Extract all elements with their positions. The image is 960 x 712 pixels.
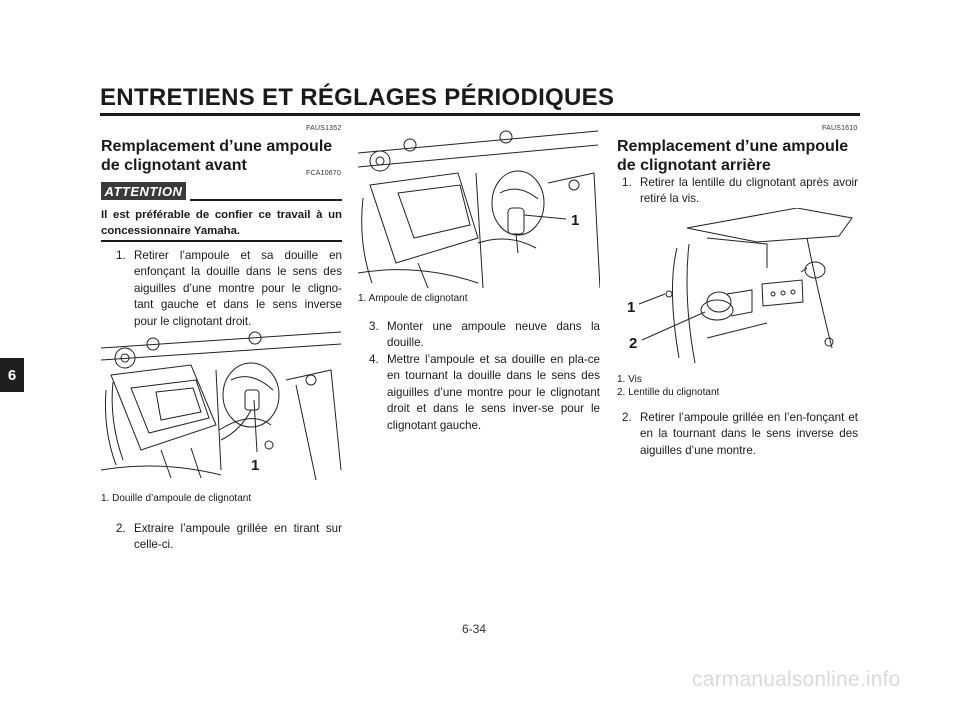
figure-caption: 1. Ampoule de clignotant — [358, 293, 468, 304]
chapter-tab: 6 — [0, 358, 24, 392]
warning-rule — [190, 199, 342, 201]
warning-text: Il est préférable de confier ce travail à un concessionnaire Yamaha. — [101, 209, 342, 237]
section-title-line: Remplacement d’une ampoule — [617, 138, 849, 155]
step-item — [369, 352, 600, 434]
figure-callout: 2 — [629, 335, 638, 352]
warning-rule — [101, 240, 342, 242]
section-title-line: Remplacement d’une ampoule — [101, 138, 333, 155]
step-number: 2. — [116, 522, 126, 535]
step-text: Retirer la lentille du clignotant après avoir retiré la vis. — [640, 176, 858, 206]
figure-callout: 1 — [251, 457, 260, 474]
figure-caption-line: 1. Vis — [617, 374, 642, 385]
warning-label: ATTENTION — [101, 182, 186, 200]
figure-front-bulb — [358, 123, 600, 288]
section-title-line: de clignotant arrière — [617, 157, 771, 174]
step-item — [369, 319, 600, 352]
section-title-line: de clignotant avant — [101, 157, 247, 174]
step-item — [622, 410, 858, 459]
step-number: 3. — [369, 320, 379, 333]
figure-rear-indicator — [617, 208, 860, 368]
step-text: Retirer l’ampoule et sa douille en enfonçant la douille dans le sens des aiguilles d’une montre pour le cligno-tant gauche et dans le sens inverse pour le clignotant droit. — [134, 249, 342, 328]
step-text: Extraire l’ampoule grillée en tirant sur celle-ci. — [134, 522, 342, 552]
figure-caption-line: 2. Lentille du clignotant — [617, 386, 720, 398]
reference-code: FCA10670 — [306, 170, 342, 177]
figure-caption — [617, 374, 719, 399]
step-item — [622, 175, 858, 208]
watermark: carmanualsonline.info — [692, 668, 901, 691]
header-rule — [100, 113, 860, 116]
step-number: 1. — [116, 249, 126, 262]
figure-callout: 1 — [571, 212, 580, 229]
step-number: 2. — [622, 411, 632, 424]
step-number: 1. — [622, 176, 632, 189]
step-text: Mettre l’ampoule et sa douille en pla-ce en tournant la douille dans le sens des aiguilles d’une montre pour le clignotant droit et dans le sens inver-se pour le clignotant gauche. — [387, 353, 600, 432]
step-text: Retirer l’ampoule grillée en l’en-fonçant et en la tournant dans le sens inverse des aiguilles d’une montre. — [640, 411, 858, 457]
page-header: ENTRETIENS ET RÉGLAGES PÉRIODIQUES — [100, 84, 615, 111]
step-item — [116, 521, 342, 554]
step-text: Monter une ampoule neuve dans la douille. — [387, 320, 600, 350]
figure-callout: 1 — [627, 299, 636, 316]
reference-code: FAUS1352 — [306, 125, 342, 132]
step-item — [116, 248, 342, 330]
step-number: 4. — [369, 353, 379, 366]
page-number: 6-34 — [462, 622, 487, 636]
reference-code: FAUS1610 — [822, 125, 858, 132]
section-title-rear — [617, 137, 862, 175]
figure-front-socket — [101, 330, 343, 480]
figure-caption: 1. Douille d’ampoule de clignotant — [101, 493, 252, 504]
